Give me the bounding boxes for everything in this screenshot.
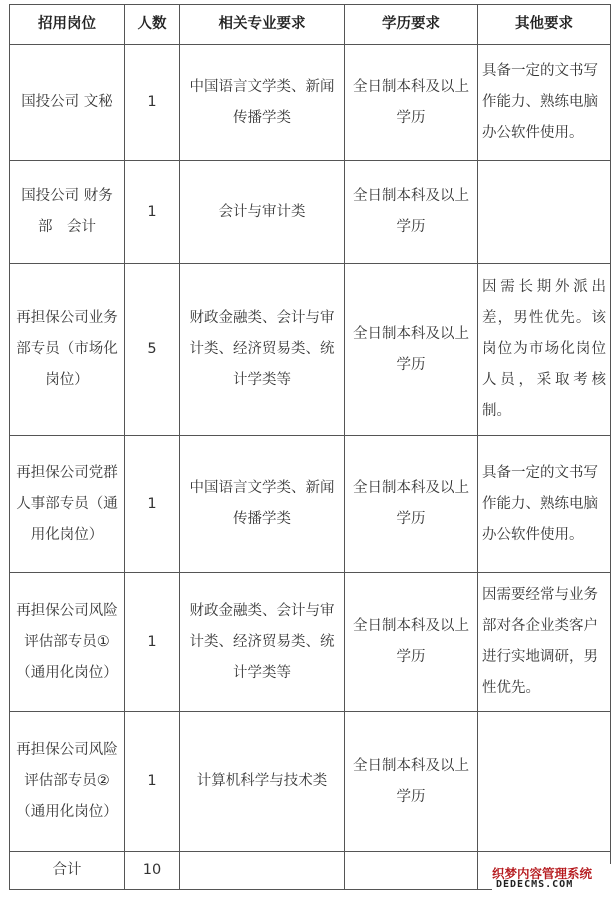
cell-count: 5: [125, 264, 180, 436]
header-major: 相关专业要求: [180, 5, 345, 45]
cell-count: 1: [125, 573, 180, 712]
cell-count: 1: [125, 161, 180, 264]
cell-other: 因需要经常与业务部对各企业类客户进行实地调研，男性优先。: [478, 573, 611, 712]
table-row: [10, 264, 611, 436]
cell-position: 再担保公司风险评估部专员①（通用化岗位）: [10, 573, 125, 712]
watermark-logo: [492, 864, 612, 894]
header-education: 学历要求: [345, 5, 478, 45]
cell-education: 全日制本科及以上学历: [345, 161, 478, 264]
cell-major: 中国语言文学类、新闻传播学类: [180, 45, 345, 161]
header-position: 招用岗位: [10, 5, 125, 45]
cell-other: 因需长期外派出差，男性优先。该岗位为市场化岗位人员，采取考核制。: [478, 264, 611, 436]
cell-empty: [180, 852, 345, 890]
cell-major: 财政金融类、会计与审计类、经济贸易类、统计学类等: [180, 264, 345, 436]
watermark-title: 织梦内容管理系统: [492, 866, 593, 881]
cell-count: 1: [125, 45, 180, 161]
cell-position: 再担保公司业务部专员（市场化岗位）: [10, 264, 125, 436]
cell-education: 全日制本科及以上学历: [345, 436, 478, 573]
cell-total-count: 10: [125, 852, 180, 890]
cell-other: 具备一定的文书写作能力、熟练电脑办公软件使用。: [478, 45, 611, 161]
header-other: 其他要求: [478, 5, 611, 45]
cell-major: 财政金融类、会计与审计类、经济贸易类、统计学类等: [180, 573, 345, 712]
cell-position: 国投公司 文秘: [10, 45, 125, 161]
cell-empty: [345, 852, 478, 890]
cell-position: 国投公司 财务部 会计: [10, 161, 125, 264]
cell-major: 会计与审计类: [180, 161, 345, 264]
cell-major: 计算机科学与技术类: [180, 712, 345, 852]
table-header-row: [10, 5, 611, 45]
recruitment-table: [9, 4, 611, 890]
table-row: [10, 573, 611, 712]
table-row: [10, 45, 611, 161]
cell-education: 全日制本科及以上学历: [345, 573, 478, 712]
cell-other: [478, 712, 611, 852]
cell-position: 再担保公司党群人事部专员（通用化岗位）: [10, 436, 125, 573]
cell-major: 中国语言文学类、新闻传播学类: [180, 436, 345, 573]
cell-total-label: 合计: [10, 852, 125, 890]
cell-count: 1: [125, 436, 180, 573]
header-count: 人数: [125, 5, 180, 45]
cell-other: 具备一定的文书写作能力、熟练电脑办公软件使用。: [478, 436, 611, 573]
cell-position: 再担保公司风险评估部专员②（通用化岗位）: [10, 712, 125, 852]
cell-education: 全日制本科及以上学历: [345, 712, 478, 852]
cell-education: 全日制本科及以上学历: [345, 264, 478, 436]
table-row: [10, 161, 611, 264]
table-row: [10, 712, 611, 852]
table-row: [10, 436, 611, 573]
cell-other: [478, 161, 611, 264]
cell-education: 全日制本科及以上学历: [345, 45, 478, 161]
watermark-url: DEDECMS.COM: [496, 879, 574, 890]
cell-count: 1: [125, 712, 180, 852]
